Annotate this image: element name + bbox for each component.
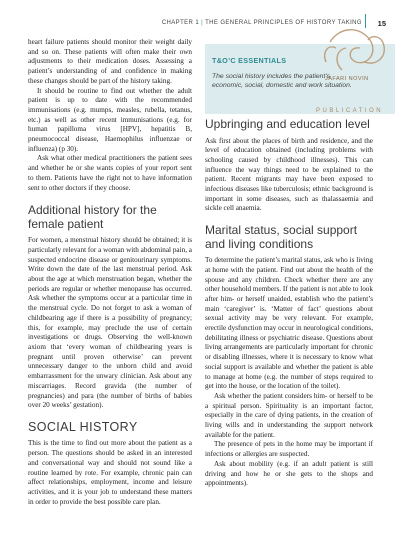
chapter-label: CHAPTER 1 <box>161 20 200 26</box>
page-number: 15 <box>377 19 386 28</box>
paragraph: Ask about mobility (e.g. if an adult patient is still driving and how he or she gets to the shops and appointments). <box>205 459 373 488</box>
heading-marital-status: Marital status, social support and living conditions <box>205 223 358 251</box>
paragraph: The presence of pets in the home may be important if infections or allergies are suspected. <box>205 440 373 459</box>
header-separator: | <box>201 20 204 26</box>
heading-additional-history: Additional history for the female patient <box>28 203 157 231</box>
paragraph: This is the time to find out more about the patient as a person. The questions should be asked in an interested and conversational way and should not sound like a routine learned by rote. For example, chronic pain can affect relationships, employment, income and leisure activities, and it is your job to understand these matters in order to provide the best possible care plan. <box>28 439 192 506</box>
right-column <box>205 38 373 489</box>
heading-social-history: SOCIAL HISTORY <box>28 419 138 434</box>
paragraph: It should be routine to find out whether the adult patient is up to date with the recommended immunisations (e.g. mumps, measles, rubella, tetanus, etc.) as well as other recent immunisations (e.g. for human papilloma virus [HPV], hepatitis B, pneumococcal disease, Haemophilus influenzae or influenza) (p 30). <box>28 86 192 153</box>
paragraph: heart failure patients should monitor their weight daily and so on. These patients will often make their own adjustments to their medication doses. Assessing a patient’s understanding of and confidence in making these changes should be part of the history taking. <box>28 38 192 85</box>
essentials-spacer <box>205 38 373 118</box>
essentials-text: The social history includes the patient’s economic, social, domestic and work situation. <box>212 73 352 89</box>
watermark-line2: PUBLICATION <box>316 108 384 114</box>
paragraph: Ask first about the places of birth and residence, and the level of education obtained (including problems with schooling caused by childhood illnesses). This can influence the way things need to be explained to the patient. Recent migrants may have been exposed to infectious diseases like tuberculosis; ethnic background is important in some diseases, such as thalassaemia and sickle cell anaemia. <box>205 136 373 213</box>
chapter-title: THE GENERAL PRINCIPLES OF HISTORY TAKING <box>205 20 362 26</box>
watermark-line1: JAFARI NOVIN <box>325 76 369 82</box>
essentials-title: T&O’C ESSENTIALS <box>212 56 287 65</box>
paragraph: Ask whether the patient considers him- or herself to be a spiritual person. Spirituality is an important factor, especially in the care of dying patients, in the creation of living wills and in understanding the support network available for the patient. <box>205 391 373 439</box>
left-column <box>28 38 192 507</box>
heading-upbringing: Upbringing and education level <box>205 117 370 131</box>
paragraph: For women, a menstrual history should be obtained; it is particularly relevant for a woman with abdominal pain, a suspected endocrine disease or genitourinary symptoms. Write down the date of the last menstrual period. Ask about the age at which menstruation began, whether the periods are regular or whether menopause has occurred. Ask whether the symptoms occur at a particular time in the menstrual cycle. Do not forget to ask a woman of childbearing age if there is a possibility of pregnancy; this, for example, may preclude the use of certain investigations or drugs. Observing the well-known axiom that ‘every woman of childbearing years is pregnant until proven otherwise’ can prevent unnecessary danger to the unborn child and avoid embarrassment for the unwary clinician. Ask about any miscarriages. Record gravida (the number of pregnancies) and para (the number of births of babies over 20 weeks’ gestation). <box>28 236 192 410</box>
paragraph: Ask what other medical practitioners the patient sees and whether he or she wants copies of your report sent to them. Patients have the right not to have information sent to other doctors if they choose. <box>28 154 192 192</box>
paragraph: To determine the patient’s marital status, ask who is living at home with the patient. Find out about the health of the spouse and any children. Check whether there are any other household members. If the patient is not able to look after him- or herself unaided, establish who the patient’s main ‘caregiver’ is. ‘Matter of fact’ questions about sexual activity may be very relevant. For example, erectile dysfunction may occur in neurological conditions, debilitating illness or psychiatric disease. Questions about living arrangements are particularly important for chronic or disabling illnesses, where it is necessary to know what social support is available and whether the patient is able to manage at home (e.g. the number of steps required to get into the house, or the location of the toilet). <box>205 256 373 391</box>
